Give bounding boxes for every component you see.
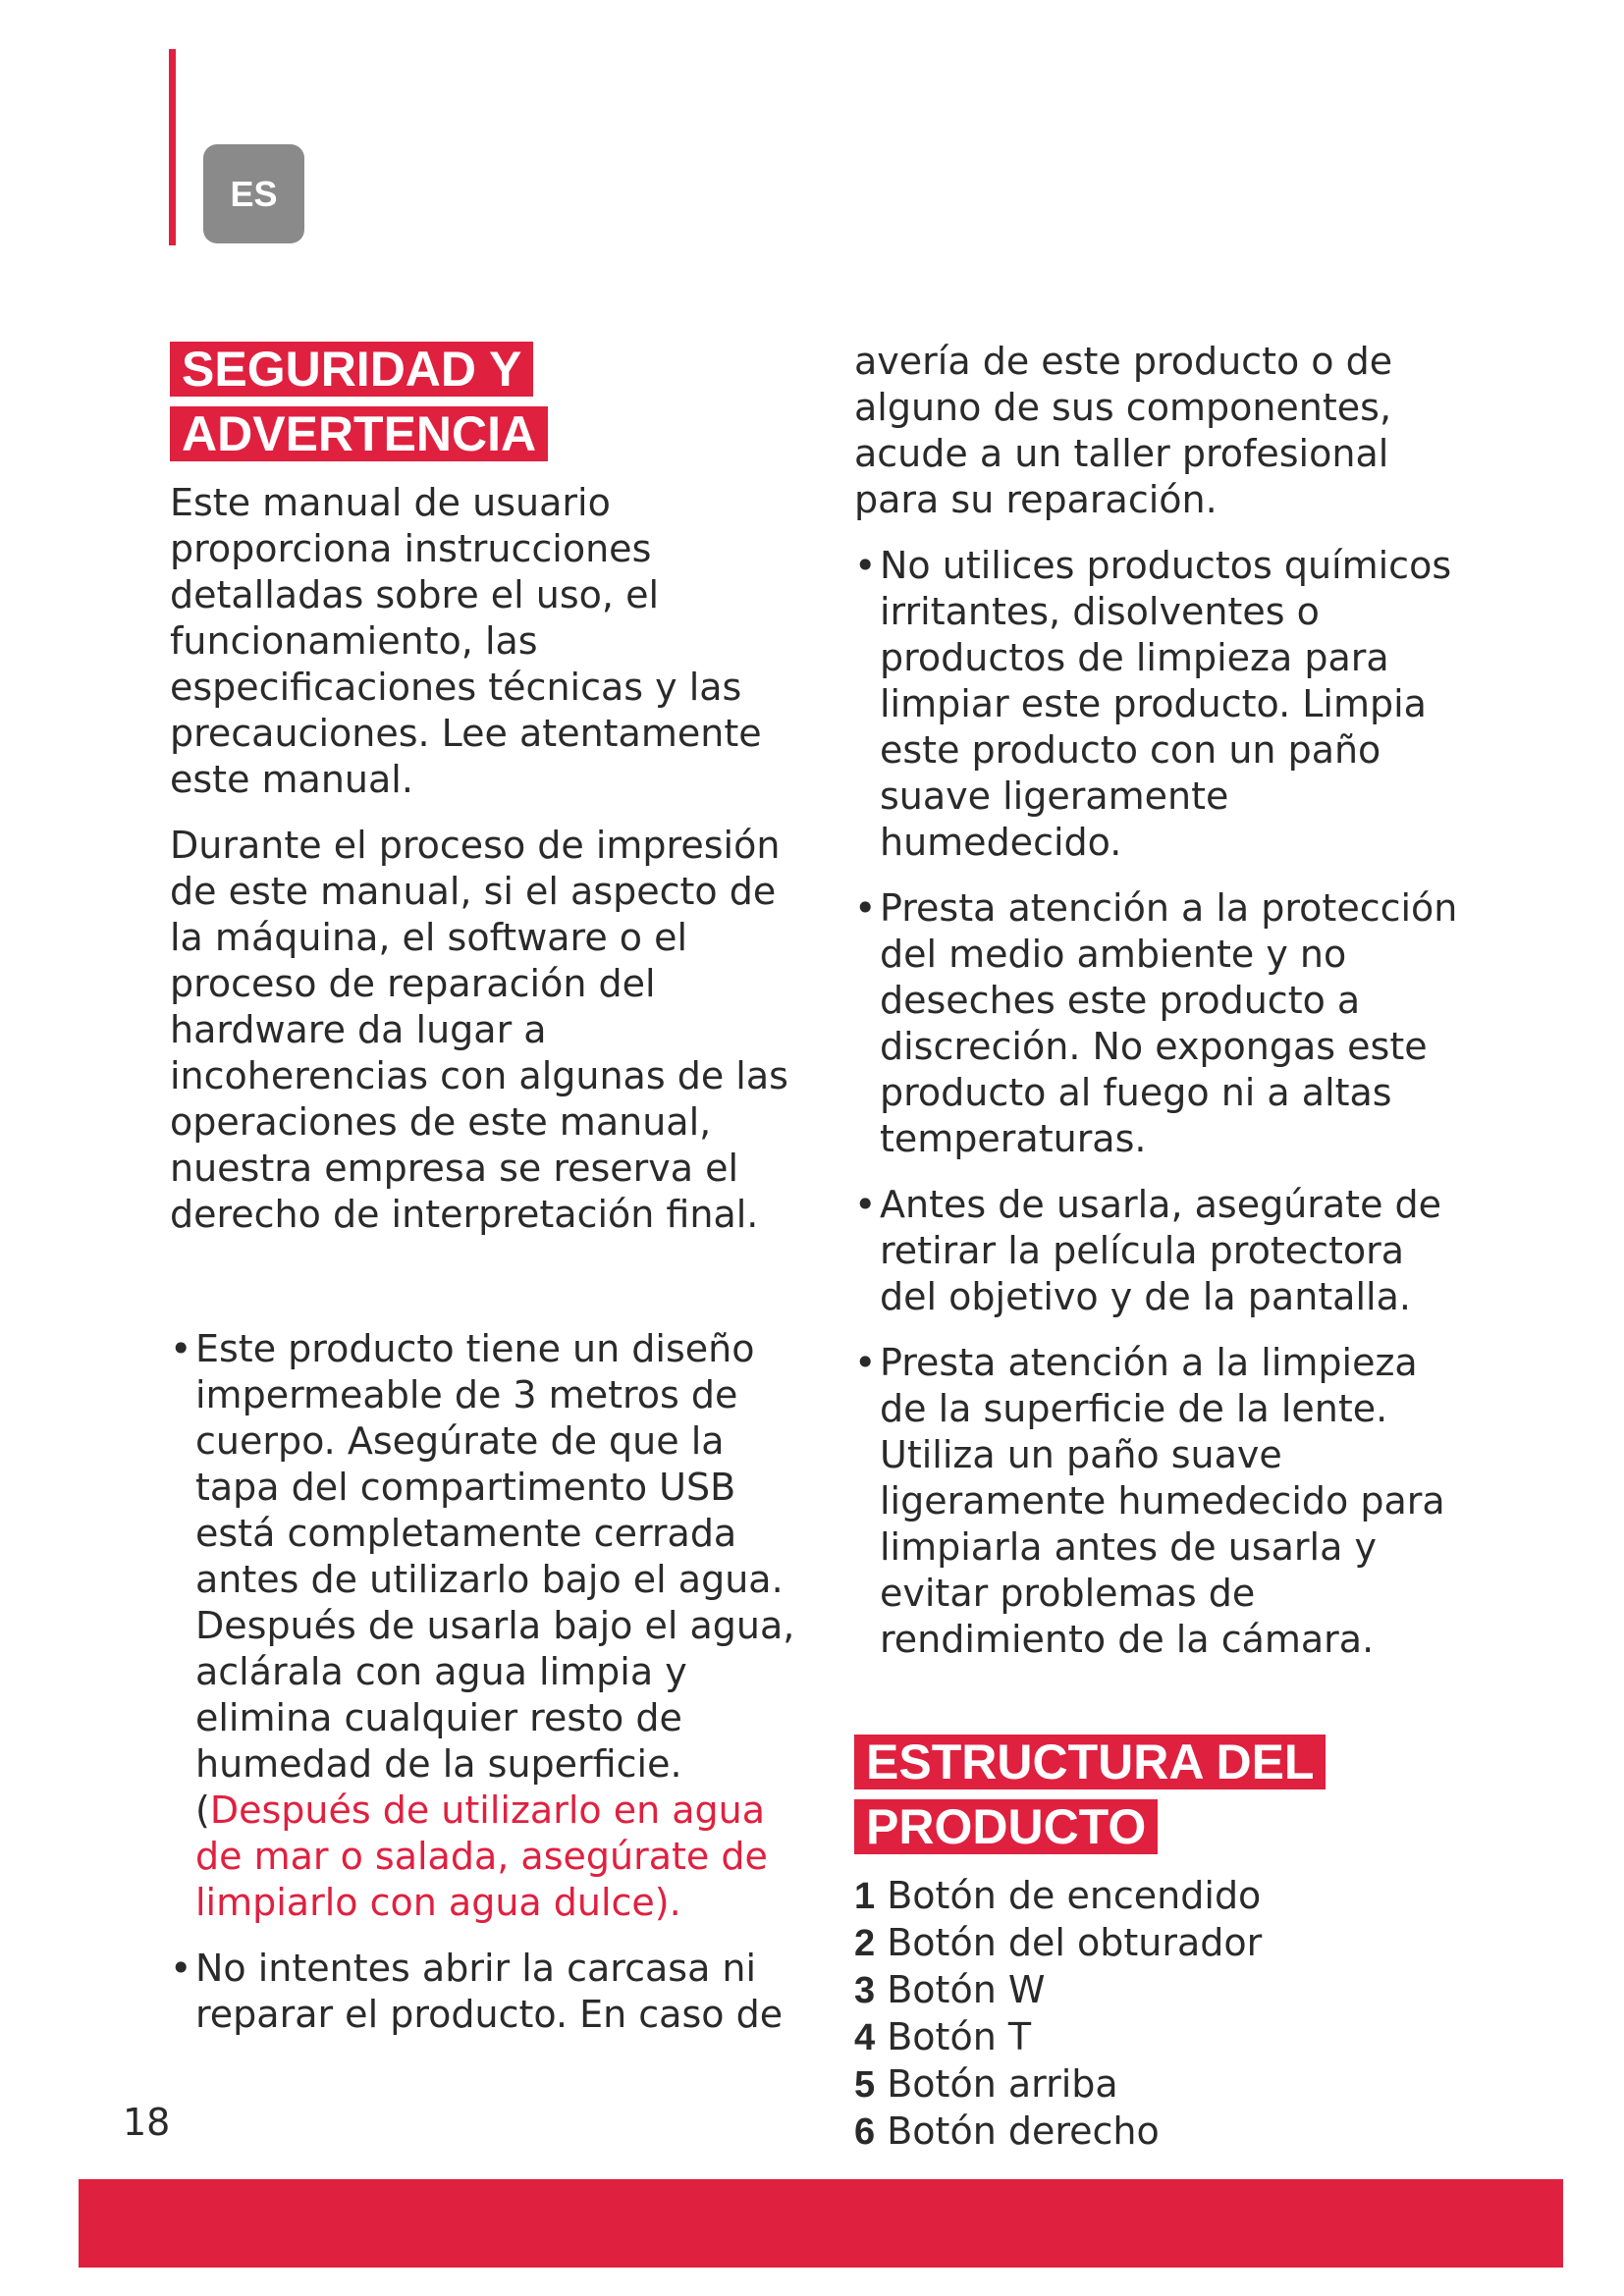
item-label: Botón del obturador xyxy=(887,1921,1263,1964)
page-number: 18 xyxy=(123,2101,171,2144)
list-item xyxy=(854,885,1463,1162)
list-item xyxy=(854,1873,1463,1920)
item-label: Botón derecho xyxy=(887,2109,1160,2153)
structure-heading xyxy=(854,1732,1463,1861)
list-item xyxy=(854,2061,1463,2109)
bullet-dot: • xyxy=(854,1341,877,1384)
item-number: 5 xyxy=(854,2064,876,2106)
item-number: 4 xyxy=(854,2017,876,2058)
safety-list-right xyxy=(854,543,1463,1663)
item-label: Botón W xyxy=(887,1968,1046,2011)
item-number: 3 xyxy=(854,1970,876,2011)
intro-paragraph: Este manual de usuario proporciona instrucciones detalladas sobre el uso, el funcionamiento, las especificaciones técnicas y las precauciones. Lee atentamente este manual. xyxy=(170,481,762,801)
item-number: 2 xyxy=(854,1923,876,1964)
list-item xyxy=(854,1182,1463,1320)
bullet-dot: • xyxy=(854,886,877,930)
item-label: Botón T xyxy=(887,2015,1032,2058)
bullet-text-environment: Presta atención a la protección del medio ambiente y no deseches este producto a discreción. No expongas este producto al fuego ni a altas temperaturas. xyxy=(880,886,1458,1160)
saltwater-note: Después de utilizarlo en agua de mar o salada, asegúrate de limpiarlo con agua dulce). xyxy=(195,1789,768,1924)
structure-heading-line1: ESTRUCTURA DEL xyxy=(854,1735,1326,1789)
list-item xyxy=(854,2014,1463,2061)
item-number: 1 xyxy=(854,1876,876,1917)
structure-heading-line2: PRODUCTO xyxy=(854,1799,1158,1854)
bullet-text-chemicals: No utilices productos químicos irritantes, disolventes o productos de limpieza para limpiar este producto. Limpia este producto con un paño suave ligeramente humedecido. xyxy=(880,544,1452,864)
safety-heading-line1: SEGURIDAD Y xyxy=(170,342,533,397)
language-badge: ES xyxy=(203,144,304,243)
bullet-text-protective-film: Antes de usarla, asegúrate de retirar la película protectora del objetivo y de la pantalla. xyxy=(880,1183,1442,1318)
bullet-dot: • xyxy=(854,1183,877,1226)
bullet-dot: • xyxy=(170,1947,192,1990)
list-item xyxy=(854,1967,1463,2014)
footer-band xyxy=(79,2179,1563,2268)
bullet-text-repair-start: No intentes abrir la carcasa ni reparar el producto. En caso de xyxy=(195,1947,784,2036)
bullet-text-lens-cleaning: Presta atención a la limpieza de la superficie de la lente. Utiliza un paño suave ligeramente humedecido para limpiarla antes de usarla y evitar problemas de rendimiento de la cámara. xyxy=(880,1341,1445,1661)
item-label: Botón arriba xyxy=(887,2062,1118,2106)
list-item xyxy=(854,543,1463,866)
left-column xyxy=(170,339,798,2057)
safety-heading xyxy=(170,339,798,468)
bullet-dot: • xyxy=(170,1327,192,1370)
list-item xyxy=(854,2109,1463,2156)
bullet-text-waterproof: Este producto tiene un diseño impermeable de 3 metros de cuerpo. Asegúrate de que la tapa del compartimento USB está completamente cerrada antes de utilizarlo bajo el agua. Después de usarla bajo el agua, aclárala con agua limpia y elimina cualquier resto de humedad de la superficie. ( xyxy=(195,1327,795,1832)
disclaimer-paragraph: Durante el proceso de impresión de este manual, si el aspecto de la máquina, el software o el proceso de reparación del hardware da lugar a incoherencias con algunas de las operaciones de este manual, nuestra empresa se reserva el derecho de interpretación final. xyxy=(170,824,788,1236)
list-item xyxy=(854,1920,1463,1967)
safety-list-left xyxy=(170,1326,798,2038)
list-item xyxy=(170,1946,798,2038)
item-number: 6 xyxy=(854,2111,876,2153)
right-column xyxy=(854,339,1463,2156)
product-structure-list xyxy=(854,1873,1463,2156)
bullet-dot: • xyxy=(854,544,877,587)
list-item xyxy=(170,1326,798,1926)
item-label: Botón de encendido xyxy=(887,1874,1262,1917)
list-item xyxy=(854,1340,1463,1663)
repair-continuation: avería de este producto o de alguno de sus componentes, acude a un taller profesional para su reparación. xyxy=(854,340,1393,521)
safety-heading-line2: ADVERTENCIA xyxy=(170,406,548,461)
accent-vertical-bar xyxy=(169,49,176,245)
